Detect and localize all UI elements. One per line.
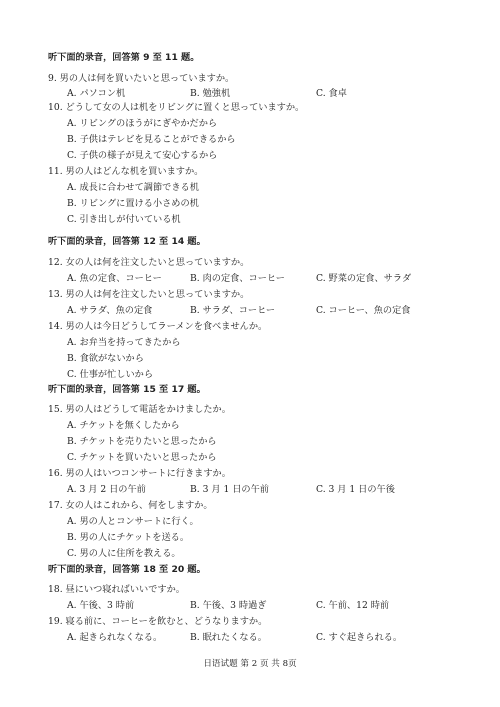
q13-option-b: B. サラダ、コーヒー [190,305,276,316]
section-heading-12-14: 听下面的录音，回答第 12 至 14 题。 [48,236,206,247]
question-14: 14. 男の人は今日どうしてラーメンを食べませんか。 [48,321,268,332]
q18-option-a: A. 午後、3 時前 [67,600,135,611]
q15-option-a: A. チケットを無くしたから [67,420,180,431]
q13-option-c: C. コーヒー、魚の定食 [316,305,411,316]
q10-option-a: A. リビングのほうがにぎやかだから [67,118,218,129]
q9-option-c: C. 食卓 [316,88,347,99]
q12-option-a: A. 魚の定食、コーヒー [67,273,162,284]
question-16: 16. 男の人はいつコンサートに行きますか。 [48,468,231,479]
q12-option-b: B. 肉の定食、コーヒー [190,273,285,284]
q16-option-b: B. 3 月 1 日の午前 [190,484,269,495]
q13-option-a: A. サラダ、魚の定食 [67,305,153,316]
q11-option-c: C. 引き出しが付いている机 [67,214,181,225]
page-footer: 日语试题 第 2 页 共 8页 [203,659,297,669]
q16-option-a: A. 3 月 2 日の午前 [67,484,146,495]
q15-option-c: C. チケットを買いたいと思ったから [67,452,217,463]
q18-option-c: C. 午前、12 時前 [316,600,390,611]
q17-option-a: A. 男の人とコンサートに行く。 [67,516,199,527]
q12-option-c: C. 野菜の定食、サラダ [316,273,412,284]
question-19: 19. 寝る前に、コーヒーを飲むと、どうなりますか。 [48,616,268,627]
q14-option-c: C. 仕事が忙しいから [67,369,154,380]
question-12: 12. 女の人は何を注文したいと思っていますか。 [48,257,250,268]
question-15: 15. 男の人はどうして電話をかけましたか。 [48,404,231,415]
q10-option-c: C. 子供の様子が見えて安心するから [67,150,218,161]
q19-option-c: C. すぐ起きられる。 [316,632,403,643]
q17-option-b: B. 男の人にチケットを送る。 [67,532,190,543]
section-heading-18-20: 听下面的录音，回答第 18 至 20 题。 [48,564,206,575]
q19-option-b: B. 眠れたくなる。 [190,632,267,643]
question-11: 11. 男の人はどんな机を買いますか。 [48,166,204,177]
q11-option-a: A. 成長に合わせて調節できる机 [67,182,199,193]
question-18: 18. 昼にいつ寝ればいいですか。 [48,584,185,595]
q14-option-b: B. 食欲がないから [67,353,144,364]
q19-option-a: A. 起きられなくなる。 [67,632,163,643]
section-heading-15-17: 听下面的录音，回答第 15 至 17 题。 [48,384,206,395]
question-9: 9. 男の人は何を買いたいと思っていますか。 [48,73,235,84]
q11-option-b: B. リビングに置ける小さめの机 [67,198,199,209]
q15-option-b: B. チケットを売りたいと思ったから [67,436,217,447]
q17-option-c: C. 男の人に住所を教える。 [67,548,181,559]
question-13: 13. 男の人は何を注文したいと思っていますか。 [48,289,250,300]
q18-option-b: B. 午後、3 時過ぎ [190,600,267,611]
q14-option-a: A. お弁当を持ってきたから [67,337,181,348]
question-17: 17. 女の人はこれから、何をしますか。 [48,500,213,511]
q16-option-c: C. 3 月 1 日の午後 [316,484,395,495]
q9-option-b: B. 勉強机 [190,88,231,99]
question-10: 10. どうして女の人は机をリビングに置くと思っていますか。 [48,102,305,113]
q9-option-a: A. パソコン机 [67,88,126,99]
section-heading-9-11: 听下面的录音，回答第 9 至 11 题。 [48,52,200,63]
q10-option-b: B. 子供はテレビを見ることができるから [67,134,236,145]
